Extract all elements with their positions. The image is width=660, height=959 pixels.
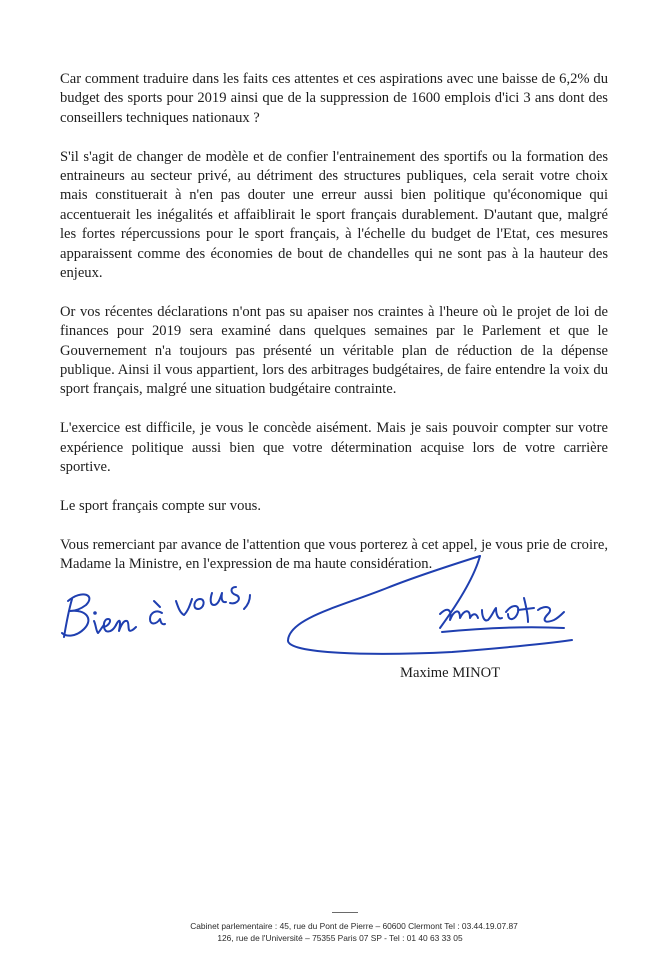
paragraph-private-sector: S'il s'agit de changer de modèle et de confier l'entrainement des sportifs ou la formation des entraineurs au secteur privé, au détriment des structures publiques, cela serait votre choix mais constituerait à n'en pas douter une erreur aussi bien politique qu'économique qui accentuerait les inégalités et affaiblirait le sport français durablement. D'autant que, malgré les fortes répercussions pour le sport français, à l'échelle du budget de l'Etat, ces mesures apparaissent comme des économies de bout de chandelles qui ne sont pas à la hauteur des enjeux. [60,148,608,282]
footer [0,920,660,944]
footer-divider [332,912,358,913]
letter-body [60,70,608,594]
paragraph-difficult-exercise: L'exercice est difficile, je vous le concède aisément. Mais je sais pouvoir compter sur votre expérience politique aussi bien que votre détermination acquise lors de votre carrière sportive. [60,420,608,476]
signature [282,548,582,658]
paragraph-finance-bill: Or vos récentes déclarations n'ont pas su apaiser nos craintes à l'heure où le projet de loi de finances pour 2019 sera examiné dans quelques semaines par le Parlement et que le Gouvernement n'a toujours pas présenté un véritable plan de réduction de la dépense publique. Ainsi il vous appartient, lors des arbitrages budgétaires, de faire entendre la voix du sport français, malgré une situation budgétaire contrainte. [60,303,608,398]
handwritten-closing [58,575,268,650]
signer-name: Maxime MINOT [400,665,501,681]
paragraph-closing-formula: Vous remerciant par avance de l'attention que vous porterez à cet appel, je vous prie de croire, Madame la Ministre, en l'expression de ma haute considération. [60,536,608,573]
footer-address-clermont: Cabinet parlementaire : 45, rue du Pont de Pierre – 60600 Clermont Tel : 03.44.19.07.87 [190,921,518,931]
footer-address-paris: 126, rue de l'Université – 75355 Paris 07 SP - Tel : 01 40 63 33 05 [217,933,463,943]
paragraph-budget-cut: Car comment traduire dans les faits ces attentes et ces aspirations avec une baisse de 6,2% du budget des sports pour 2019 ainsi que de la suppression de 1600 emplois d'ici 3 ans dont des conseillers techniques nationaux ? [60,71,608,126]
paragraph-counting-on-you: Le sport français compte sur vous. [60,497,262,514]
